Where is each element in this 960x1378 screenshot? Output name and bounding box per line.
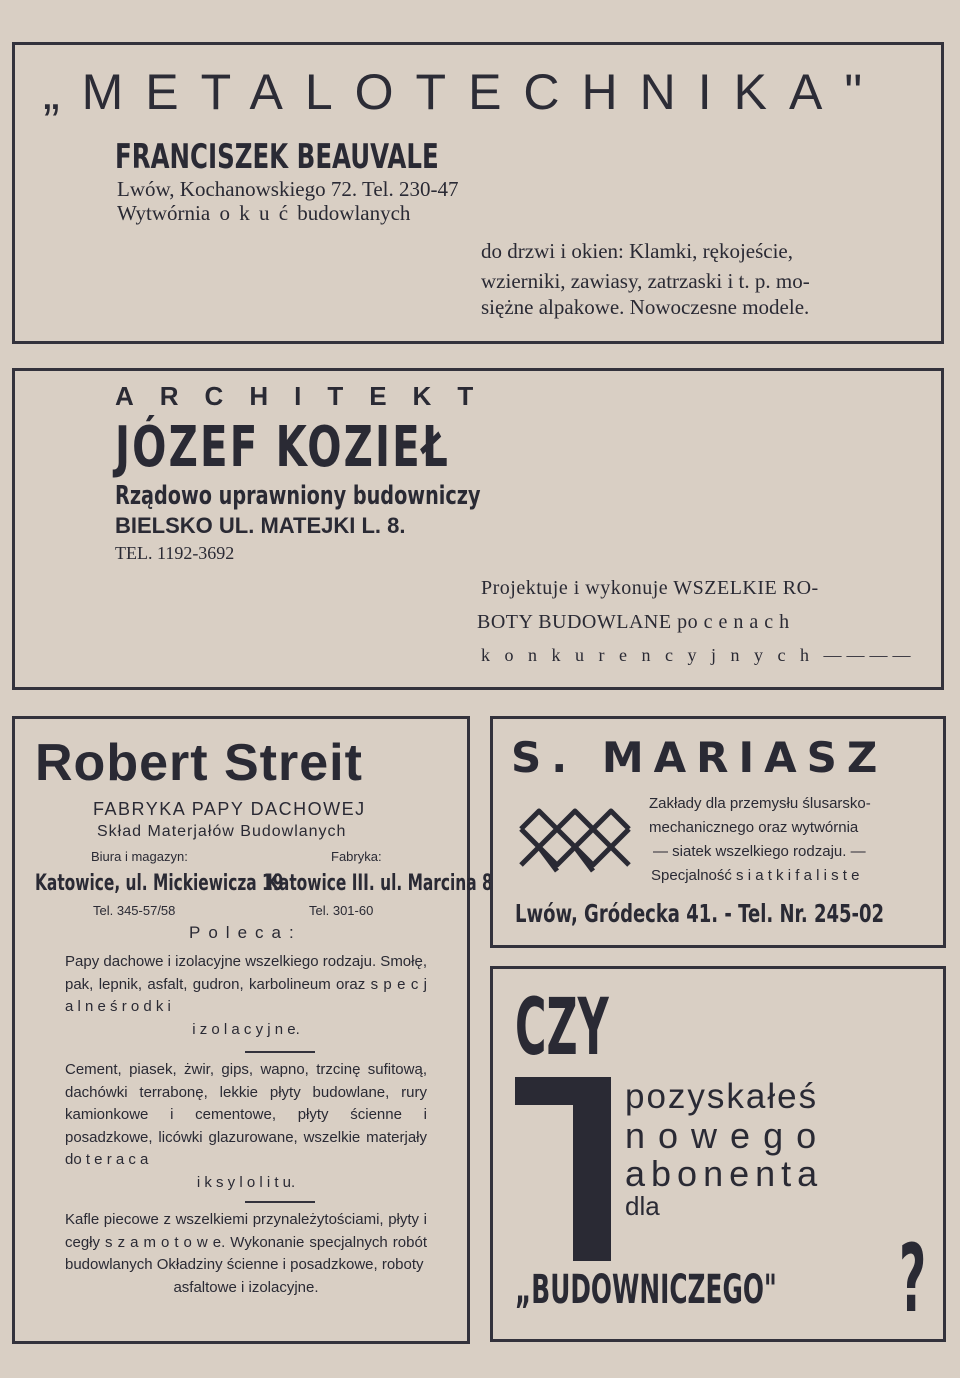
factory-phone: Tel. 301-60 xyxy=(309,903,374,918)
office-label: Biura i magazyn: xyxy=(91,849,188,864)
office-phone: Tel. 345-57/58 xyxy=(93,903,176,918)
promo-word-1: pozyskałeś xyxy=(625,1077,819,1116)
divider xyxy=(245,1201,315,1203)
address-line: Lwów, Kochanowskiego 72. Tel. 230-47 xyxy=(117,177,459,201)
factory-label: Fabryka: xyxy=(331,849,382,864)
description-line-2: wzierniki, zawiasy, zatrzaski i t. p. mo- xyxy=(481,269,810,293)
address-line: BIELSKO UL. MATEJKI L. 8. xyxy=(115,513,406,538)
ad-metalotechnika xyxy=(12,42,944,344)
pitch-line-2: BOTY BUDOWLANE po c e n a c h xyxy=(477,611,790,633)
question-word: CZY xyxy=(515,983,609,1073)
brand-name: „METALOTECHNIKA" xyxy=(43,64,885,120)
paragraph-2-end: i k s y l o l i t u. xyxy=(196,1173,296,1191)
office-address: Katowice, ul. Mickiewicza 19 xyxy=(35,871,284,896)
promo-word-2: nowego xyxy=(625,1115,830,1156)
product-paragraph-1 xyxy=(65,951,427,1041)
paragraph-1-end: i z o l a c y j n e. xyxy=(192,1020,300,1038)
promo-word-4: dla xyxy=(625,1191,660,1221)
ad-architekt xyxy=(12,368,944,690)
description-line-1: Zakłady dla przemysłu ślusarsko- xyxy=(649,795,871,812)
description-line-4: Specjalność s i a t k i f a l i s t e xyxy=(651,867,860,884)
owner-name: FRANCISZEK BEAUVALE xyxy=(115,137,439,177)
company-title: S. MARIASZ xyxy=(511,733,888,782)
promo-word-3: abonenta xyxy=(625,1153,824,1194)
wire-mesh-icon xyxy=(517,805,633,877)
divider xyxy=(245,1051,315,1053)
question-mark: ? xyxy=(899,1225,927,1334)
product-paragraph-2 xyxy=(65,1059,427,1194)
paragraph-1-text: Papy dachowe i izolacyjne wszelkiego rodzaju. Smołę, pak, lepnik, asfalt, gudron, karbolineum oraz s p e c j a l n e ś r o d k i xyxy=(65,953,427,1015)
architect-name: JÓZEF KOZIEŁ xyxy=(115,415,450,480)
address-line: Lwów, Gródecka 41. - Tel. Nr. 245-02 xyxy=(515,899,885,928)
ad-robert-streit xyxy=(12,716,493,1344)
phone-line: TEL. 1192-3692 xyxy=(115,543,235,563)
recommends-heading: Poleca: xyxy=(189,923,302,942)
product-line: Wytwórnia o k u ć budowlanych xyxy=(117,201,411,225)
description-line-2: mechanicznego oraz wytwórnia xyxy=(649,819,859,836)
company-title: Robert Streit xyxy=(35,734,363,792)
product-paragraph-3 xyxy=(65,1209,427,1299)
paragraph-2-text: Cement, piasek, żwir, gips, wapno, trzcinę sufitową, dachówki terrabonę, lekkie płyty budowlane, rury kamionkowe i cementowe, płyty ścienne i posadzkowe, licówki glazurowane, wszelkie materjały do t e r a c a xyxy=(65,1061,427,1168)
license-line: Rządowo uprawniony budowniczy xyxy=(115,481,481,511)
paragraph-3-text: Kafle piecowe z wszelkiemi przynależytościami, płyty i cegły s z a m o t o w e. Wykonanie specjalnych robót budowlanych Okładziny ścienne i posadzkowe, roboty xyxy=(65,1211,427,1273)
magazine-name: „BUDOWNICZEGO" xyxy=(515,1267,777,1313)
pitch-line-1: Projektuje i wykonuje WSZELKIE RO- xyxy=(481,577,819,599)
description-line-3: — siatek wszelkiego rodzaju. — xyxy=(653,843,866,860)
description-line-3: siężne alpakowe. Nowoczesne modele. xyxy=(481,295,810,319)
ad-mariasz xyxy=(490,716,946,948)
ad-subscriber-promo xyxy=(490,966,946,1342)
pitch-line-3: k o n k u r e n c y j n y c h ———— xyxy=(481,645,916,665)
role-heading: ARCHITEKT xyxy=(115,381,500,411)
large-seven-glyph xyxy=(515,1077,611,1261)
description-line-1: do drzwi i okien: Klamki, rękojeście, xyxy=(481,239,793,263)
factory-address: Katowice III. ul. Marcina 8 xyxy=(267,871,493,896)
company-subtitle-2: Skład Materjałów Budowlanych xyxy=(97,823,347,840)
paragraph-3-end: asfaltowe i izolacyjne. xyxy=(173,1278,319,1296)
company-subtitle: FABRYKA PAPY DACHOWEJ xyxy=(93,799,366,819)
